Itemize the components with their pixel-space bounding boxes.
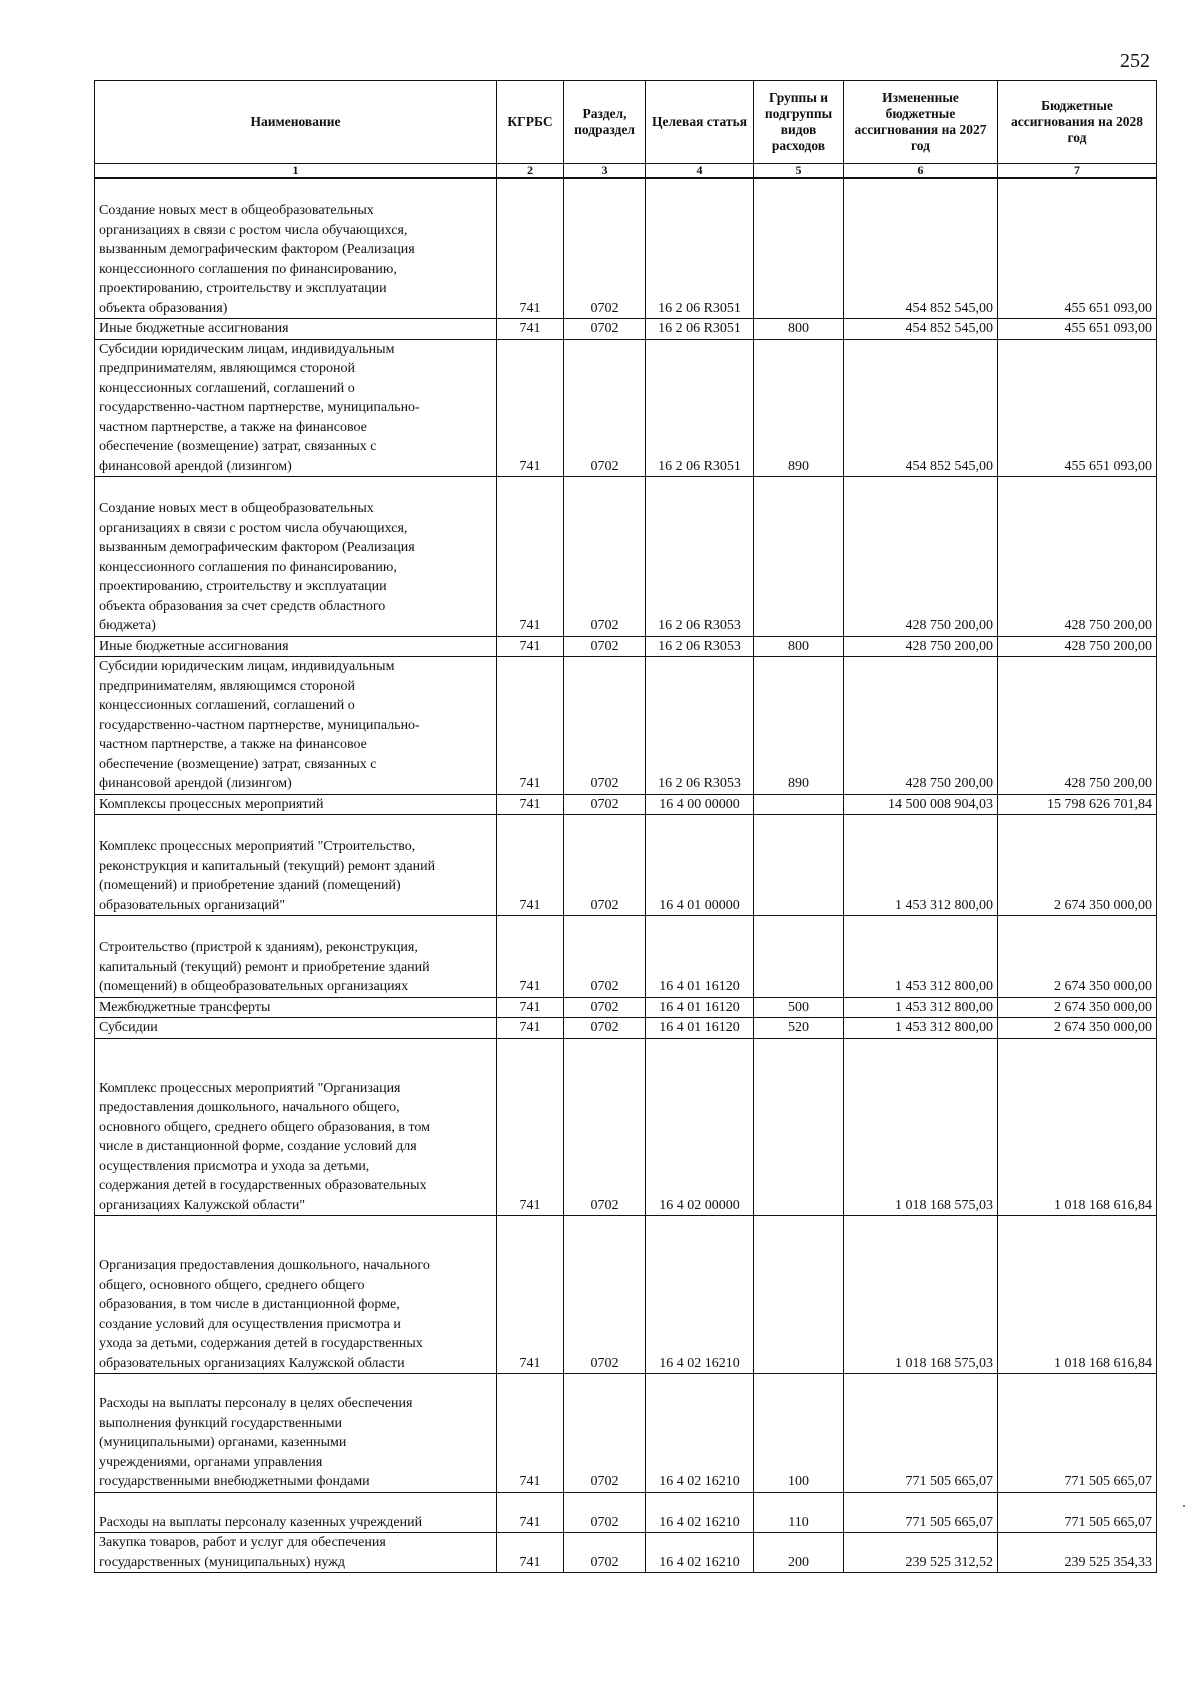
row-name: Иные бюджетные ассигнования <box>95 636 497 657</box>
row-expense-group: 890 <box>754 339 844 477</box>
row-name: Расходы на выплаты персоналу казенных учреждений <box>95 1492 497 1533</box>
row-kgrbs: 741 <box>497 636 564 657</box>
row-expense-group <box>754 1216 844 1374</box>
table-row <box>95 1216 1157 1374</box>
row-target-article: 16 4 00 00000 <box>646 794 754 815</box>
row-amount-2027: 428 750 200,00 <box>844 636 998 657</box>
row-name: Комплексы процессных мероприятий <box>95 794 497 815</box>
row-amount-2028: 2 674 350 000,00 <box>998 997 1157 1018</box>
row-amount-2028: 455 651 093,00 <box>998 178 1157 319</box>
row-section: 0702 <box>564 1374 646 1493</box>
row-expense-group: 520 <box>754 1018 844 1039</box>
row-name: Субсидии <box>95 1018 497 1039</box>
row-target-article: 16 2 06 R3051 <box>646 339 754 477</box>
row-amount-2028: 455 651 093,00 <box>998 319 1157 340</box>
row-amount-2027: 1 018 168 575,03 <box>844 1216 998 1374</box>
row-section: 0702 <box>564 997 646 1018</box>
column-number: 7 <box>998 164 1157 179</box>
row-amount-2028: 428 750 200,00 <box>998 636 1157 657</box>
row-amount-2028: 15 798 626 701,84 <box>998 794 1157 815</box>
header-section: Раздел, подраздел <box>564 81 646 164</box>
row-section: 0702 <box>564 815 646 916</box>
row-section: 0702 <box>564 1038 646 1216</box>
row-amount-2027: 454 852 545,00 <box>844 319 998 340</box>
row-amount-2028: 428 750 200,00 <box>998 657 1157 795</box>
row-target-article: 16 2 06 R3053 <box>646 636 754 657</box>
row-expense-group: 800 <box>754 636 844 657</box>
row-amount-2027: 428 750 200,00 <box>844 477 998 637</box>
table-row <box>95 794 1157 815</box>
row-target-article: 16 4 01 00000 <box>646 815 754 916</box>
row-expense-group: 200 <box>754 1533 844 1573</box>
header-2028: Бюджетные ассигнования на 2028 год <box>998 81 1157 164</box>
row-target-article: 16 4 02 16210 <box>646 1216 754 1374</box>
table-row <box>95 477 1157 637</box>
row-name: Субсидии юридическим лицам, индивидуальным предпринимателям, являющимся стороной концессионных соглашений, соглашений о государственно-частном партнерстве, муниципально- частном партнерстве, а также на финансовое обеспечение (возмещение) затрат, связанных с финансовой арендой (лизингом) <box>95 339 497 477</box>
row-target-article: 16 4 01 16120 <box>646 997 754 1018</box>
table-row <box>95 339 1157 477</box>
row-kgrbs: 741 <box>497 1533 564 1573</box>
row-target-article: 16 4 02 16210 <box>646 1492 754 1533</box>
row-amount-2027: 454 852 545,00 <box>844 339 998 477</box>
row-name: Создание новых мест в общеобразовательных организациях в связи с ростом числа обучающихся, вызванным демографическим фактором (Реализация концессионного соглашения по финансированию, проектированию, строительству и эксплуатации объекта образования) <box>95 178 497 319</box>
row-expense-group <box>754 794 844 815</box>
column-number: 4 <box>646 164 754 179</box>
row-kgrbs: 741 <box>497 815 564 916</box>
row-name: Субсидии юридическим лицам, индивидуальным предпринимателям, являющимся стороной концессионных соглашений, соглашений о государственно-частном партнерстве, муниципально- частном партнерстве, а также на финансовое обеспечение (возмещение) затрат, связанных с финансовой арендой (лизингом) <box>95 657 497 795</box>
row-section: 0702 <box>564 657 646 795</box>
column-number: 1 <box>95 164 497 179</box>
table-row <box>95 1533 1157 1573</box>
row-target-article: 16 2 06 R3051 <box>646 178 754 319</box>
page-number: 252 <box>1120 50 1150 72</box>
row-kgrbs: 741 <box>497 1018 564 1039</box>
column-number: 6 <box>844 164 998 179</box>
row-expense-group <box>754 1038 844 1216</box>
row-amount-2028: 2 674 350 000,00 <box>998 916 1157 998</box>
row-expense-group: 890 <box>754 657 844 795</box>
row-target-article: 16 4 02 16210 <box>646 1374 754 1493</box>
row-amount-2028: 455 651 093,00 <box>998 339 1157 477</box>
header-kgrbs: КГРБС <box>497 81 564 164</box>
row-target-article: 16 4 01 16120 <box>646 1018 754 1039</box>
row-section: 0702 <box>564 1216 646 1374</box>
table-body <box>95 178 1157 1573</box>
header-row <box>95 81 1157 164</box>
row-kgrbs: 741 <box>497 1038 564 1216</box>
row-section: 0702 <box>564 916 646 998</box>
row-target-article: 16 4 01 16120 <box>646 916 754 998</box>
header-name: Наименование <box>95 81 497 164</box>
row-amount-2027: 1 453 312 800,00 <box>844 1018 998 1039</box>
header-groups: Группы и подгруппы видов расходов <box>754 81 844 164</box>
row-expense-group <box>754 178 844 319</box>
column-number: 3 <box>564 164 646 179</box>
row-kgrbs: 741 <box>497 997 564 1018</box>
column-number: 2 <box>497 164 564 179</box>
table-row <box>95 815 1157 916</box>
row-target-article: 16 4 02 00000 <box>646 1038 754 1216</box>
row-amount-2028: 428 750 200,00 <box>998 477 1157 637</box>
row-amount-2027: 1 453 312 800,00 <box>844 815 998 916</box>
row-kgrbs: 741 <box>497 1492 564 1533</box>
row-expense-group: 100 <box>754 1374 844 1493</box>
row-amount-2028: 2 674 350 000,00 <box>998 1018 1157 1039</box>
table-row <box>95 1374 1157 1493</box>
table-row <box>95 997 1157 1018</box>
row-amount-2027: 771 505 665,07 <box>844 1492 998 1533</box>
row-kgrbs: 741 <box>497 916 564 998</box>
budget-table <box>94 80 1157 1573</box>
row-kgrbs: 741 <box>497 178 564 319</box>
header-2027: Измененные бюджетные ассигнования на 2027 год <box>844 81 998 164</box>
row-amount-2027: 1 453 312 800,00 <box>844 916 998 998</box>
row-section: 0702 <box>564 1018 646 1039</box>
column-number: 5 <box>754 164 844 179</box>
row-name: Межбюджетные трансферты <box>95 997 497 1018</box>
row-amount-2027: 1 018 168 575,03 <box>844 1038 998 1216</box>
row-expense-group <box>754 916 844 998</box>
header-target: Целевая статья <box>646 81 754 164</box>
row-kgrbs: 741 <box>497 1216 564 1374</box>
row-amount-2027: 454 852 545,00 <box>844 178 998 319</box>
row-amount-2027: 428 750 200,00 <box>844 657 998 795</box>
table-row <box>95 319 1157 340</box>
row-section: 0702 <box>564 319 646 340</box>
row-amount-2027: 239 525 312,52 <box>844 1533 998 1573</box>
row-section: 0702 <box>564 636 646 657</box>
row-amount-2027: 14 500 008 904,03 <box>844 794 998 815</box>
row-kgrbs: 741 <box>497 794 564 815</box>
table-row <box>95 636 1157 657</box>
table-row <box>95 1492 1157 1533</box>
row-kgrbs: 741 <box>497 319 564 340</box>
row-section: 0702 <box>564 794 646 815</box>
row-expense-group <box>754 477 844 637</box>
row-name: Комплекс процессных мероприятий "Строительство, реконструкция и капитальный (текущий) ремонт зданий (помещений) и приобретение зданий (помещений) образовательных организаций" <box>95 815 497 916</box>
row-name: Строительство (пристрой к зданиям), реконструкция, капитальный (текущий) ремонт и приобретение зданий (помещений) в общеобразовательных организациях <box>95 916 497 998</box>
row-expense-group: 800 <box>754 319 844 340</box>
row-name: Создание новых мест в общеобразовательных организациях в связи с ростом числа обучающихся, вызванным демографическим фактором (Реализация концессионного соглашения по финансированию, проектированию, строительству и эксплуатации объекта образования за счет средств областного бюджета) <box>95 477 497 637</box>
row-amount-2027: 1 453 312 800,00 <box>844 997 998 1018</box>
row-target-article: 16 4 02 16210 <box>646 1533 754 1573</box>
row-kgrbs: 741 <box>497 657 564 795</box>
row-expense-group: 500 <box>754 997 844 1018</box>
column-number-row <box>95 164 1157 179</box>
row-kgrbs: 741 <box>497 1374 564 1493</box>
row-section: 0702 <box>564 477 646 637</box>
row-amount-2028: 2 674 350 000,00 <box>998 815 1157 916</box>
table-row <box>95 657 1157 795</box>
row-target-article: 16 2 06 R3053 <box>646 477 754 637</box>
row-name: Иные бюджетные ассигнования <box>95 319 497 340</box>
row-section: 0702 <box>564 1533 646 1573</box>
table-row <box>95 1018 1157 1039</box>
scan-speck <box>1183 1505 1185 1507</box>
table-row <box>95 1038 1157 1216</box>
row-name: Комплекс процессных мероприятий "Организация предоставления дошкольного, начального общего, основного общего, среднего общего образования, в том числе в дистанционной форме, создание условий для осуществления присмотра и ухода за детьми, содержания детей в государственных образовательных организациях Калужской области" <box>95 1038 497 1216</box>
row-expense-group: 110 <box>754 1492 844 1533</box>
row-amount-2028: 239 525 354,33 <box>998 1533 1157 1573</box>
row-section: 0702 <box>564 1492 646 1533</box>
row-amount-2028: 771 505 665,07 <box>998 1492 1157 1533</box>
row-amount-2028: 1 018 168 616,84 <box>998 1216 1157 1374</box>
row-target-article: 16 2 06 R3051 <box>646 319 754 340</box>
row-name: Организация предоставления дошкольного, начального общего, основного общего, среднего общего образования, в том числе в дистанционной форме, создание условий для осуществления присмотра и ухода за детьми, содержания детей в государственных образовательных организациях Калужской области <box>95 1216 497 1374</box>
row-name: Расходы на выплаты персоналу в целях обеспечения выполнения функций государственными (муниципальными) органами, казенными учреждениями, органами управления государственными внебюджетными фондами <box>95 1374 497 1493</box>
row-section: 0702 <box>564 178 646 319</box>
table-row <box>95 178 1157 319</box>
row-expense-group <box>754 815 844 916</box>
row-kgrbs: 741 <box>497 339 564 477</box>
row-section: 0702 <box>564 339 646 477</box>
row-amount-2028: 771 505 665,07 <box>998 1374 1157 1493</box>
row-target-article: 16 2 06 R3053 <box>646 657 754 795</box>
row-amount-2028: 1 018 168 616,84 <box>998 1038 1157 1216</box>
row-amount-2027: 771 505 665,07 <box>844 1374 998 1493</box>
row-name: Закупка товаров, работ и услуг для обеспечения государственных (муниципальных) нужд <box>95 1533 497 1573</box>
row-kgrbs: 741 <box>497 477 564 637</box>
table-row <box>95 916 1157 998</box>
